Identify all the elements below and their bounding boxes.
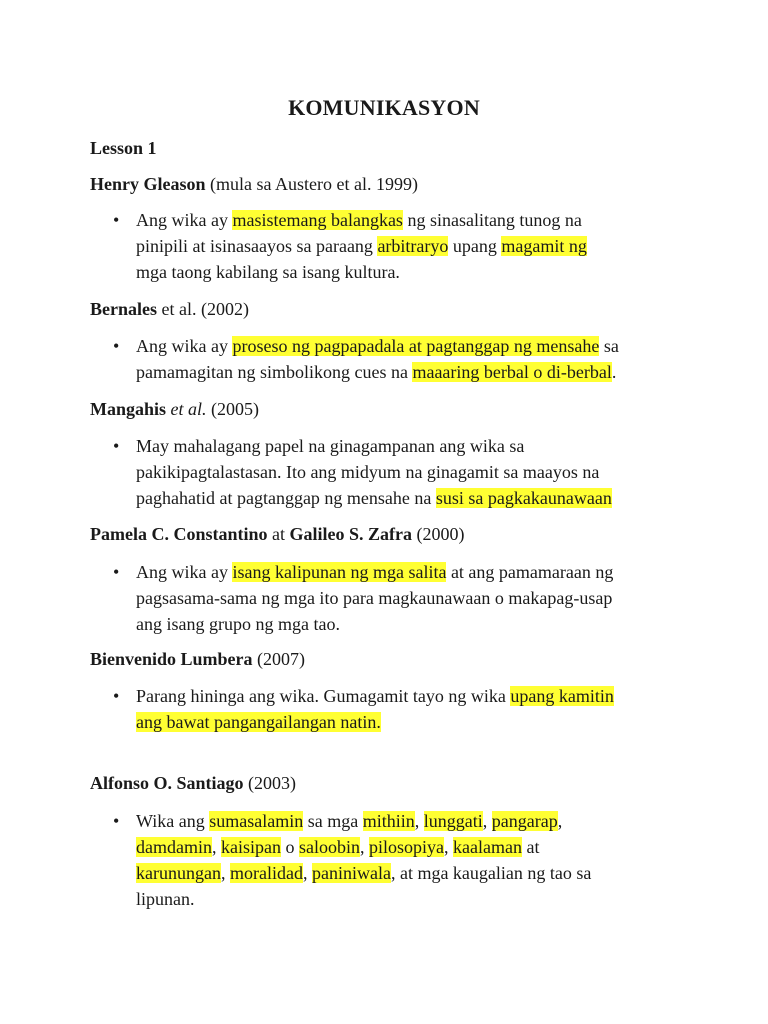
- author-name: Bienvenido Lumbera: [90, 649, 253, 669]
- plain-text: ,: [482, 811, 492, 831]
- bullet-icon: •: [113, 562, 120, 582]
- author-bernales: [90, 296, 249, 322]
- plain-text: upang: [448, 236, 502, 256]
- definition-line: [136, 485, 676, 511]
- definition-line: [136, 333, 676, 359]
- highlighted-phrase: magamit ng: [501, 236, 587, 256]
- author-name: Henry Gleason: [90, 174, 206, 194]
- highlighted-phrase: kaalaman: [452, 837, 522, 857]
- definition-line: [136, 611, 676, 637]
- author-citation: (2003): [243, 773, 297, 793]
- author-santiago: [90, 770, 296, 796]
- definition-line: [136, 860, 676, 886]
- definition-bernales: [136, 333, 676, 385]
- definition-santiago: [136, 808, 676, 912]
- plain-text: Ang wika ay: [136, 210, 233, 230]
- bullet-icon: •: [113, 811, 120, 831]
- plain-text: Ang wika ay: [136, 336, 233, 356]
- definition-line: [136, 459, 676, 485]
- bullet-icon: •: [113, 210, 120, 230]
- definition-line: [136, 259, 676, 285]
- plain-text: Parang hininga ang wika. Gumagamit tayo ng wika: [136, 686, 511, 706]
- highlighted-phrase: kaisipan: [220, 837, 281, 857]
- definition-line: [136, 433, 676, 459]
- author-name: Pamela C. Constantino: [90, 524, 268, 544]
- plain-text: ,: [359, 837, 369, 857]
- highlighted-phrase: sumasalamin: [209, 811, 304, 831]
- plain-text: ,: [557, 811, 563, 831]
- highlighted-phrase: damdamin: [136, 837, 212, 857]
- plain-text: at: [521, 837, 540, 857]
- highlighted-phrase: proseso ng pagpapadala at pagtanggap ng mensahe: [232, 336, 600, 356]
- highlighted-phrase: ang bawat pangangailangan natin.: [136, 712, 381, 732]
- plain-text: pamamagitan ng simbolikong cues na: [136, 362, 413, 382]
- author-name: Mangahis: [90, 399, 167, 419]
- lesson-heading: Lesson 1: [90, 138, 157, 158]
- definition-line: [136, 886, 676, 912]
- highlighted-phrase: maaaring berbal o di-berbal: [412, 362, 612, 382]
- definition-line: [136, 207, 676, 233]
- highlighted-phrase: pilosopiya: [368, 837, 444, 857]
- author-henry-gleason: [90, 171, 418, 197]
- author-name: Bernales: [90, 299, 157, 319]
- bullet-icon: •: [113, 336, 120, 356]
- plain-text: ,: [220, 863, 230, 883]
- definition-lumbera: [136, 683, 676, 735]
- definition-line: [136, 834, 676, 860]
- definition-line: [136, 359, 676, 385]
- author-citation: et al. (2002): [157, 299, 249, 319]
- plain-text: pinipili at isinasaayos sa paraang: [136, 236, 378, 256]
- definition-line: [136, 233, 676, 259]
- plain-text: pakikipagtalastasan. Ito ang midyum na ginagamit sa maayos na: [136, 462, 600, 482]
- author-lumbera: [90, 646, 305, 672]
- author-etal: et al.: [170, 399, 207, 419]
- plain-text: Ang wika ay: [136, 562, 233, 582]
- highlighted-phrase: masistemang balangkas: [232, 210, 403, 230]
- plain-text: sa mga: [303, 811, 363, 831]
- highlighted-phrase: karunungan: [136, 863, 221, 883]
- plain-text: ,: [302, 863, 312, 883]
- bullet-icon: •: [113, 686, 120, 706]
- author-conjunction: at: [267, 524, 290, 544]
- highlighted-phrase: saloobin: [298, 837, 360, 857]
- plain-text: .: [611, 362, 617, 382]
- plain-text: ,: [211, 837, 221, 857]
- definition-line: [136, 808, 676, 834]
- definition-line: [136, 709, 676, 735]
- author-name-2: Galileo S. Zafra: [289, 524, 413, 544]
- plain-text: sa: [599, 336, 619, 356]
- definition-line: [136, 585, 676, 611]
- plain-text: , at mga kaugalian ng tao sa: [390, 863, 592, 883]
- plain-text: ang isang grupo ng mga tao.: [136, 614, 340, 634]
- bullet-icon: •: [113, 436, 120, 456]
- plain-text: May mahalagang papel na ginagampanan ang wika sa: [136, 436, 525, 456]
- plain-text: pagsasama-sama ng mga ito para magkaunawaan o makapag-usap: [136, 588, 613, 608]
- definition-mangahis: [136, 433, 676, 511]
- plain-text: Wika ang: [136, 811, 210, 831]
- plain-text: lipunan.: [136, 889, 195, 909]
- author-mangahis: [90, 396, 259, 422]
- author-citation: (2005): [206, 399, 260, 419]
- highlighted-phrase: susi sa pagkakaunawaan: [435, 488, 612, 508]
- plain-text: ng sinasalitang tunog na: [402, 210, 582, 230]
- plain-text: paghahatid at pagtanggap ng mensahe na: [136, 488, 436, 508]
- definition-gleason: [136, 207, 676, 285]
- author-citation: (2000): [412, 524, 465, 544]
- definition-constantino-zafra: [136, 559, 676, 637]
- definition-line: [136, 559, 676, 585]
- author-constantino-zafra: [90, 521, 465, 547]
- highlighted-phrase: upang kamitin: [510, 686, 614, 706]
- author-citation: (mula sa Austero et al. 1999): [205, 174, 418, 194]
- highlighted-phrase: paniniwala: [311, 863, 391, 883]
- highlighted-phrase: isang kalipunan ng mga salita: [232, 562, 447, 582]
- plain-text: ,: [414, 811, 424, 831]
- definition-line: [136, 683, 676, 709]
- plain-text: ,: [443, 837, 453, 857]
- highlighted-phrase: arbitraryo: [377, 236, 449, 256]
- author-name: Alfonso O. Santiago: [90, 773, 244, 793]
- highlighted-phrase: moralidad: [229, 863, 303, 883]
- highlighted-phrase: mithiin: [362, 811, 415, 831]
- highlighted-phrase: pangarap: [491, 811, 558, 831]
- plain-text: at ang pamamaraan ng: [446, 562, 614, 582]
- author-citation: (2007): [252, 649, 306, 669]
- page-title: KOMUNIKASYON: [288, 95, 480, 120]
- plain-text: o: [280, 837, 299, 857]
- highlighted-phrase: lunggati: [423, 811, 483, 831]
- plain-text: mga taong kabilang sa isang kultura.: [136, 262, 400, 282]
